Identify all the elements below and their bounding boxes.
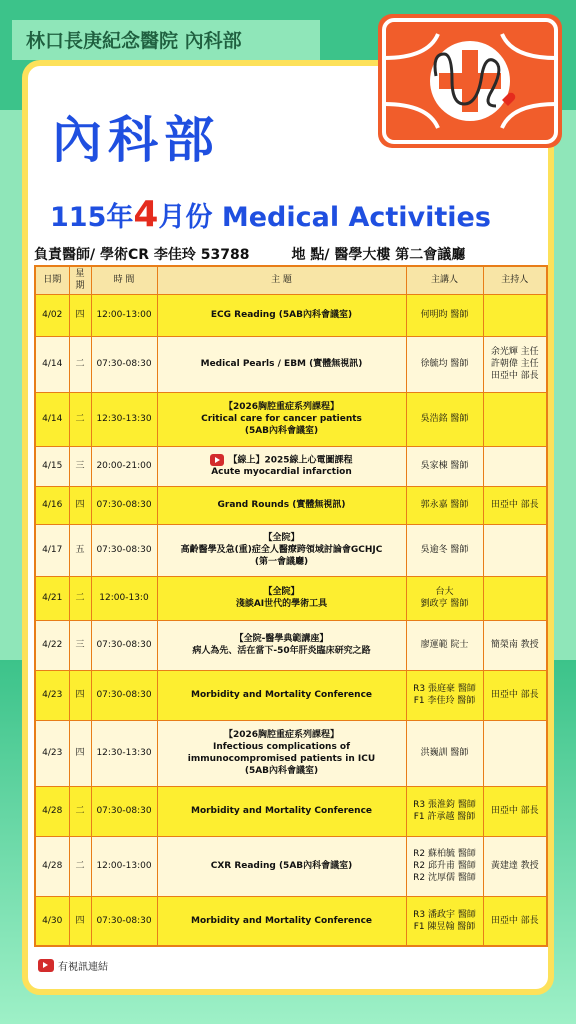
topic-cell-line: (5AB內科會議室) <box>244 766 319 776</box>
header-date: 日期 <box>35 266 69 294</box>
header-weekday: 星期 <box>69 266 91 294</box>
time-cell <box>91 294 157 336</box>
host-cell-line: 許朝偉 主任 <box>490 359 539 369</box>
table-row <box>35 896 547 946</box>
topic-cell <box>157 670 406 720</box>
speaker-cell <box>406 576 483 620</box>
host-cell-line: 田亞中 部長 <box>490 371 539 381</box>
date-cell <box>35 486 69 524</box>
location: 地 點/ 醫學大樓 第二會議廳 <box>291 247 466 263</box>
topic-cell <box>157 836 406 896</box>
weekday-cell <box>69 446 91 486</box>
date-cell <box>35 896 69 946</box>
date-cell <box>35 670 69 720</box>
time-cell-text: 12:00-13:00 <box>96 861 152 871</box>
time-cell-text: 07:30-08:30 <box>96 359 152 369</box>
time-cell <box>91 524 157 576</box>
time-cell <box>91 336 157 392</box>
speaker-cell-line: R2 蘇柏毓 醫師 <box>413 849 476 859</box>
topic-cell-line: 【全院-醫學典範講座】 <box>234 634 329 644</box>
topic-cell <box>157 576 406 620</box>
host-cell <box>483 620 547 670</box>
speaker-cell-line: F1 許承越 醫師 <box>413 812 476 822</box>
legend-text: 有視訊連結 <box>58 962 108 973</box>
speaker-cell-line: 郭永嘉 醫師 <box>420 500 469 510</box>
logo-mark-icon <box>378 14 562 148</box>
speaker-cell-line: 廖運範 院士 <box>420 640 469 650</box>
time-cell <box>91 576 157 620</box>
speaker-cell-line: 何明昀 醫師 <box>420 310 469 320</box>
weekday-cell <box>69 620 91 670</box>
weekday-cell <box>69 836 91 896</box>
schedule-table-wrap <box>34 265 546 947</box>
header-topic: 主 題 <box>157 266 406 294</box>
speaker-cell <box>406 670 483 720</box>
host-cell-line: 田亞中 部長 <box>490 500 539 510</box>
time-cell <box>91 836 157 896</box>
speaker-cell <box>406 392 483 446</box>
weekday-cell <box>69 786 91 836</box>
org-tab <box>12 20 320 60</box>
speaker-cell <box>406 336 483 392</box>
topic-cell-line: 高齡醫學及急(重)症全人醫療跨領域討論會GCHJC <box>180 545 383 555</box>
time-cell-text: 12:30-13:30 <box>96 748 152 758</box>
date-cell-text: 4/16 <box>42 500 63 510</box>
host-cell <box>483 786 547 836</box>
host-cell <box>483 486 547 524</box>
topic-cell-line: 病人為先、活在當下-50年肝炎臨床研究之路 <box>192 646 371 656</box>
topic-cell-line: immunocompromised patients in ICU <box>187 754 376 764</box>
host-cell <box>483 336 547 392</box>
weekday-cell <box>69 336 91 392</box>
speaker-cell-line: F1 李佳玲 醫師 <box>413 696 476 706</box>
date-cell <box>35 294 69 336</box>
date-cell-text: 4/17 <box>42 545 63 555</box>
host-cell <box>483 720 547 786</box>
table-row <box>35 670 547 720</box>
schedule-body <box>35 294 547 946</box>
table-row <box>35 446 547 486</box>
topic-cell <box>157 620 406 670</box>
weekday-cell <box>69 720 91 786</box>
weekday-cell-text: 五 <box>75 545 85 555</box>
time-cell <box>91 720 157 786</box>
weekday-cell <box>69 896 91 946</box>
speaker-cell-line: 台大 <box>435 587 454 597</box>
topic-cell <box>157 896 406 946</box>
weekday-cell <box>69 294 91 336</box>
schedule-table <box>34 265 548 947</box>
date-cell-text: 4/14 <box>42 414 63 424</box>
host-cell <box>483 524 547 576</box>
topic-cell-line: Medical Pearls / EBM (實體無視訊) <box>200 359 363 369</box>
host-cell <box>483 576 547 620</box>
time-cell <box>91 446 157 486</box>
time-cell <box>91 896 157 946</box>
weekday-cell-text: 四 <box>75 310 85 320</box>
time-cell <box>91 486 157 524</box>
header-host: 主持人 <box>483 266 547 294</box>
topic-cell-line: Grand Rounds (實體無視訊) <box>217 500 346 510</box>
date-cell <box>35 720 69 786</box>
weekday-cell-text: 二 <box>75 806 85 816</box>
date-cell-text: 4/15 <box>42 461 63 471</box>
host-cell <box>483 446 547 486</box>
date-cell-text: 4/21 <box>42 593 63 603</box>
date-cell <box>35 786 69 836</box>
header-speaker: 主講人 <box>406 266 483 294</box>
time-cell-text: 07:30-08:30 <box>96 500 152 510</box>
speaker-cell-line: R2 沈厚儒 醫師 <box>413 873 476 883</box>
topic-cell <box>157 524 406 576</box>
topic-cell <box>157 786 406 836</box>
time-cell <box>91 786 157 836</box>
weekday-cell <box>69 486 91 524</box>
host-cell-line: 田亞中 部長 <box>490 690 539 700</box>
weekday-cell-text: 二 <box>75 359 85 369</box>
topic-cell-line: 【全院】 <box>263 587 300 597</box>
date-cell-text: 4/23 <box>42 690 63 700</box>
date-cell <box>35 836 69 896</box>
topic-cell <box>157 294 406 336</box>
speaker-cell-line: 洪巍訓 醫師 <box>420 748 469 758</box>
responsible-doctor: 負責醫師/ 學術CR 李佳玲 53788 <box>34 247 250 263</box>
table-row <box>35 392 547 446</box>
table-row <box>35 836 547 896</box>
speaker-cell <box>406 524 483 576</box>
page-title: 內科部 <box>52 111 220 169</box>
date-cell <box>35 446 69 486</box>
legend <box>38 958 108 973</box>
host-cell-line: 田亞中 部長 <box>490 915 539 926</box>
table-row <box>35 720 547 786</box>
date-cell-text: 4/30 <box>42 915 63 926</box>
date-cell <box>35 392 69 446</box>
weekday-cell <box>69 576 91 620</box>
page-subtitle <box>50 194 491 235</box>
table-row <box>35 620 547 670</box>
date-cell-text: 4/02 <box>42 310 63 320</box>
table-header-row <box>35 266 547 294</box>
weekday-cell-text: 二 <box>75 414 85 424</box>
speaker-cell <box>406 486 483 524</box>
topic-cell-line: Morbidity and Mortality Conference <box>190 806 373 816</box>
date-cell <box>35 336 69 392</box>
date-cell-text: 4/28 <box>42 861 63 871</box>
speaker-cell-line: 吳家棟 醫師 <box>420 461 469 471</box>
topic-cell <box>157 336 406 392</box>
topic-cell-line: CXR Reading (5AB內科會議室) <box>210 861 353 871</box>
speaker-cell <box>406 620 483 670</box>
topic-cell-line: Critical care for cancer patients <box>201 414 362 424</box>
time-cell <box>91 670 157 720</box>
topic-cell-line: (第一會議廳) <box>254 557 309 567</box>
time-cell <box>91 620 157 670</box>
time-cell-text: 07:30-08:30 <box>96 806 152 816</box>
host-cell-line: 田亞中 部長 <box>490 806 539 816</box>
date-cell-text: 4/22 <box>42 640 63 650</box>
date-cell <box>35 576 69 620</box>
topic-cell-line: Morbidity and Mortality Conference <box>190 690 373 700</box>
speaker-cell <box>406 446 483 486</box>
host-cell <box>483 836 547 896</box>
host-cell <box>483 670 547 720</box>
speaker-cell <box>406 720 483 786</box>
video-play-icon[interactable] <box>210 454 224 466</box>
table-row <box>35 786 547 836</box>
topic-cell-line: 【線上】2025線上心電圖課程 <box>228 455 353 466</box>
date-cell <box>35 524 69 576</box>
table-row <box>35 294 547 336</box>
topic-cell-line: Infectious complications of <box>212 742 351 752</box>
date-cell-text: 4/14 <box>42 359 63 369</box>
topic-cell-line: ECG Reading (5AB內科會議室) <box>210 310 353 320</box>
time-cell-text: 12:30-13:30 <box>96 414 152 424</box>
subtitle-year: 115年 <box>50 202 134 233</box>
weekday-cell <box>69 392 91 446</box>
weekday-cell-text: 三 <box>75 640 85 650</box>
topic-cell-line: 【2026胸腔重症系列課程】 <box>223 402 340 412</box>
weekday-cell-text: 四 <box>75 690 85 700</box>
speaker-cell-line: 徐毓均 醫師 <box>420 359 469 369</box>
time-cell-text: 12:00-13:0 <box>99 593 149 603</box>
host-cell <box>483 392 547 446</box>
table-row <box>35 576 547 620</box>
video-play-icon <box>38 959 54 972</box>
topic-cell-line: Acute myocardial infarction <box>211 467 352 478</box>
date-cell <box>35 620 69 670</box>
speaker-cell <box>406 294 483 336</box>
topic-cell-line: Morbidity and Mortality Conference <box>190 915 373 926</box>
speaker-cell-line: R2 邱升甫 醫師 <box>413 861 476 871</box>
topic-cell <box>157 392 406 446</box>
weekday-cell <box>69 670 91 720</box>
time-cell-text: 07:30-08:30 <box>96 640 152 650</box>
host-cell-line: 余光輝 主任 <box>490 347 539 357</box>
speaker-cell-line: F1 陳昱翰 醫師 <box>413 921 476 932</box>
speaker-cell <box>406 786 483 836</box>
weekday-cell-text: 二 <box>75 593 85 603</box>
header-time: 時 間 <box>91 266 157 294</box>
weekday-cell-text: 四 <box>75 500 85 510</box>
topic-cell-line: (5AB內科會議室) <box>244 426 319 436</box>
host-cell <box>483 896 547 946</box>
hospital-logo <box>378 14 562 148</box>
weekday-cell-text: 四 <box>75 748 85 758</box>
weekday-cell-text: 二 <box>75 861 85 871</box>
table-row <box>35 486 547 524</box>
topic-cell-line: 淺談AI世代的學術工具 <box>235 599 328 609</box>
time-cell <box>91 392 157 446</box>
speaker-cell <box>406 896 483 946</box>
weekday-cell <box>69 524 91 576</box>
speaker-cell-line: R3 張淮鈞 醫師 <box>413 800 476 810</box>
table-row <box>35 336 547 392</box>
date-cell-text: 4/23 <box>42 748 63 758</box>
topic-cell <box>157 486 406 524</box>
speaker-cell-line: 吳浩銘 醫師 <box>420 414 469 424</box>
time-cell-text: 07:30-08:30 <box>96 915 152 926</box>
speaker-cell-line: R3 張庭豪 醫師 <box>413 684 476 694</box>
weekday-cell-text: 三 <box>75 461 85 471</box>
topic-cell-line: 【全院】 <box>263 533 300 543</box>
weekday-cell-text: 四 <box>75 915 85 926</box>
subtitle-month: 4 <box>133 194 159 235</box>
time-cell-text: 07:30-08:30 <box>96 545 152 555</box>
speaker-cell-line: R3 潘政宇 醫師 <box>413 909 476 920</box>
time-cell-text: 07:30-08:30 <box>96 690 152 700</box>
topic-cell <box>157 720 406 786</box>
speaker-cell <box>406 836 483 896</box>
host-cell <box>483 294 547 336</box>
topic-cell-line: 【2026胸腔重症系列課程】 <box>223 730 340 740</box>
topic-cell <box>157 446 406 486</box>
org-name: 林口長庚紀念醫院 內科部 <box>26 30 242 52</box>
info-line <box>34 244 465 264</box>
speaker-cell-line: 劉政亨 醫師 <box>420 599 469 609</box>
speaker-cell-line: 吳逾冬 醫師 <box>420 545 469 555</box>
table-row <box>35 524 547 576</box>
host-cell-line: 簡榮南 教授 <box>490 640 539 650</box>
host-cell-line: 黃建達 教授 <box>490 861 539 871</box>
date-cell-text: 4/28 <box>42 806 63 816</box>
time-cell-text: 12:00-13:00 <box>96 310 152 320</box>
time-cell-text: 20:00-21:00 <box>96 461 152 471</box>
subtitle-rest: 月份 Medical Activities <box>158 202 491 233</box>
